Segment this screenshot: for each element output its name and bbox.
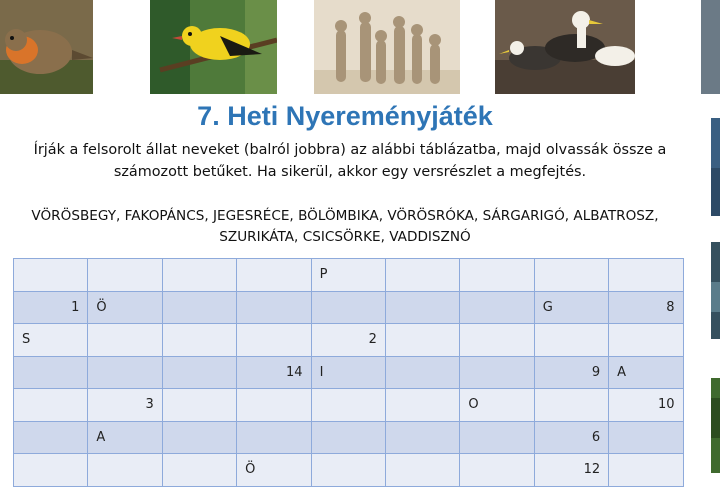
grid-cell[interactable] <box>385 259 459 292</box>
grid-cell[interactable] <box>162 356 236 389</box>
grid-cell[interactable] <box>162 291 236 324</box>
grid-cell[interactable] <box>609 259 683 292</box>
page-title: 7. Heti Nyereményjáték <box>197 101 493 131</box>
grid-cell[interactable] <box>385 356 459 389</box>
grid-cell[interactable] <box>385 389 459 422</box>
grid-cell[interactable]: P <box>311 259 385 292</box>
grid-row <box>14 454 684 487</box>
grid-cell[interactable]: 10 <box>609 389 683 422</box>
grid-cell[interactable] <box>311 389 385 422</box>
grid-cell[interactable]: A <box>609 356 683 389</box>
grid-cell[interactable] <box>14 356 88 389</box>
side-photo <box>711 378 720 473</box>
word-list-line: SZURIKÁTA, CSICSÖRKE, VADDISZNÓ <box>219 229 471 245</box>
grid-cell[interactable] <box>609 454 683 487</box>
grid-row <box>14 356 684 389</box>
grid-cell[interactable]: I <box>311 356 385 389</box>
grid-cell[interactable]: O <box>460 389 534 422</box>
side-photo <box>711 242 720 339</box>
instructions-line: Írják a felsorolt állat neveket (balról jobbra) az alábbi táblázatba, majd olvassák össze a <box>33 142 667 158</box>
golden-oriole-photo <box>150 0 277 94</box>
grid-cell[interactable] <box>460 324 534 357</box>
grid-cell[interactable] <box>14 259 88 292</box>
robin-photo <box>0 0 93 94</box>
grid-cell[interactable]: Ö <box>88 291 162 324</box>
instructions <box>10 139 690 183</box>
grid-row <box>14 389 684 422</box>
grid-cell[interactable] <box>609 324 683 357</box>
grid-row <box>14 259 684 292</box>
grid-cell[interactable]: 3 <box>88 389 162 422</box>
grid-cell[interactable] <box>460 421 534 454</box>
side-photo <box>711 118 720 216</box>
grid-cell[interactable]: 6 <box>534 421 608 454</box>
grid-cell[interactable] <box>14 389 88 422</box>
grid-cell[interactable] <box>460 454 534 487</box>
meerkats-photo <box>314 0 460 94</box>
grid-cell[interactable]: 14 <box>237 356 311 389</box>
puzzle-grid <box>13 258 684 487</box>
grid-cell[interactable] <box>534 324 608 357</box>
grid-cell[interactable] <box>162 389 236 422</box>
grid-cell[interactable] <box>385 454 459 487</box>
grid-cell[interactable]: 2 <box>311 324 385 357</box>
grid-cell[interactable] <box>385 291 459 324</box>
grid-cell[interactable] <box>162 454 236 487</box>
grid-cell[interactable] <box>237 389 311 422</box>
grid-cell[interactable] <box>14 421 88 454</box>
grid-cell[interactable] <box>237 259 311 292</box>
grid-cell[interactable]: G <box>534 291 608 324</box>
animal-word-list <box>0 206 690 248</box>
grid-cell[interactable]: 12 <box>534 454 608 487</box>
grid-cell[interactable] <box>460 291 534 324</box>
grid-cell[interactable] <box>385 421 459 454</box>
grid-cell[interactable] <box>237 291 311 324</box>
word-list-line: VÖRÖSBEGY, FAKOPÁNCS, JEGESRÉCE, BÖLÖMBIKA, VÖRÖSRÓKA, SÁRGARIGÓ, ALBATROSZ, <box>31 208 659 224</box>
grid-cell[interactable] <box>162 421 236 454</box>
grid-cell[interactable] <box>237 421 311 454</box>
grid-cell[interactable] <box>14 454 88 487</box>
grid-cell[interactable] <box>162 259 236 292</box>
grid-row <box>14 324 684 357</box>
grid-cell[interactable] <box>534 259 608 292</box>
grid-cell[interactable]: 1 <box>14 291 88 324</box>
grid-cell[interactable] <box>609 421 683 454</box>
edge-photo <box>701 0 720 94</box>
grid-cell[interactable] <box>237 324 311 357</box>
grid-cell[interactable]: S <box>14 324 88 357</box>
grid-cell[interactable]: 9 <box>534 356 608 389</box>
instructions-line: számozott betűket. Ha sikerül, akkor egy versrészlet a megfejtés. <box>113 164 587 180</box>
grid-cell[interactable] <box>460 356 534 389</box>
grid-cell[interactable] <box>88 259 162 292</box>
grid-cell[interactable] <box>460 259 534 292</box>
grid-cell[interactable]: Ö <box>237 454 311 487</box>
grid-cell[interactable] <box>311 291 385 324</box>
grid-cell[interactable] <box>534 389 608 422</box>
albatrosses-photo <box>495 0 635 94</box>
grid-cell[interactable] <box>88 454 162 487</box>
grid-cell[interactable]: 8 <box>609 291 683 324</box>
grid-cell[interactable] <box>385 324 459 357</box>
grid-row <box>14 291 684 324</box>
grid-cell[interactable]: A <box>88 421 162 454</box>
grid-cell[interactable] <box>311 421 385 454</box>
grid-row <box>14 421 684 454</box>
grid-cell[interactable] <box>88 324 162 357</box>
grid-cell[interactable] <box>162 324 236 357</box>
grid-cell[interactable] <box>88 356 162 389</box>
grid-cell[interactable] <box>311 454 385 487</box>
